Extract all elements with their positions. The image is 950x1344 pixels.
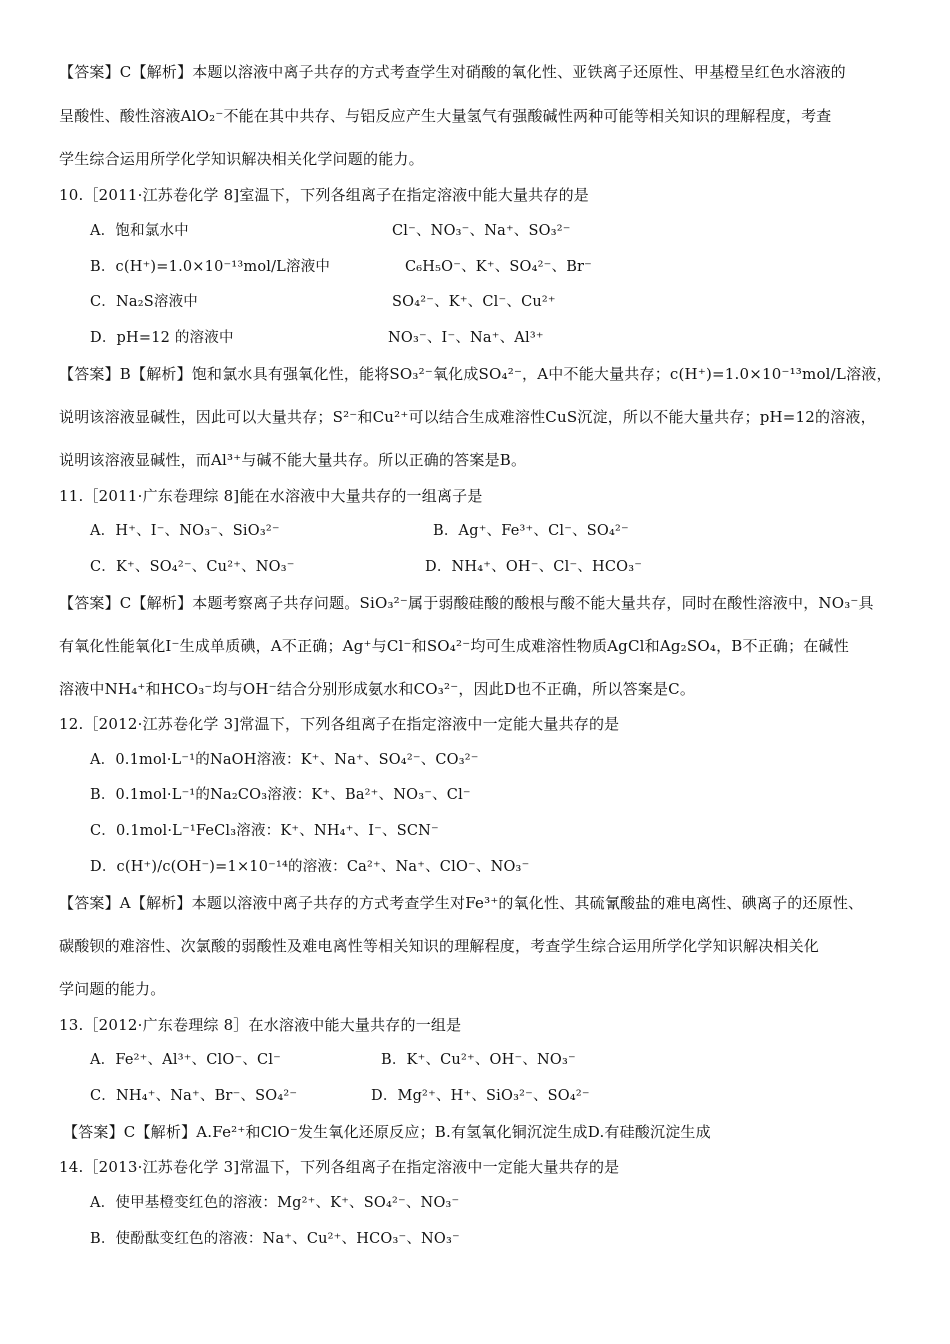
question-11: 11.［2011·广东卷理综 8]能在水溶液中大量共存的一组离子是 — [59, 487, 483, 505]
q10-option-d-label: D．pH=12 的溶液中 — [90, 330, 234, 346]
answer-11-line-3: 溶液中NH₄⁺和HCO₃⁻均与OH⁻结合分别形成氨水和CO₃²⁻，因此D也不正确，所以答案是C。 — [59, 680, 696, 698]
q10-option-c-ions: SO₄²⁻、K⁺、Cl⁻、Cu²⁺ — [392, 294, 556, 310]
q11-option-d: D．NH₄⁺、OH⁻、Cl⁻、HCO₃⁻ — [425, 559, 643, 575]
q14-option-b: B．使酚酞变红色的溶液：Na⁺、Cu²⁺、HCO₃⁻、NO₃⁻ — [90, 1231, 460, 1247]
q12-option-b: B．0.1mol·L⁻¹的Na₂CO₃溶液：K⁺、Ba²⁺、NO₃⁻、Cl⁻ — [90, 787, 471, 803]
q13-option-a: A．Fe²⁺、Al³⁺、ClO⁻、Cl⁻ — [90, 1052, 282, 1068]
question-13: 13.［2012·广东卷理综 8］在水溶液中能大量共存的一组是 — [59, 1016, 462, 1034]
answer-12-line-2: 碳酸钡的难溶性、次氯酸的弱酸性及难电离性等相关知识的理解程度，考查学生综合运用所学化学知识解决相关化 — [59, 937, 820, 955]
q10-option-b-ions: C₆H₅O⁻、K⁺、SO₄²⁻、Br⁻ — [405, 259, 593, 275]
q12-option-d: D．c(H⁺)/c(OH⁻)=1×10⁻¹⁴的溶液：Ca²⁺、Na⁺、ClO⁻、NO₃⁻ — [90, 859, 530, 875]
q13-option-b: B．K⁺、Cu²⁺、OH⁻、NO₃⁻ — [381, 1052, 576, 1068]
question-10: 10.［2011·江苏卷化学 8]室温下，下列各组离子在指定溶液中能大量共存的是 — [59, 186, 589, 204]
answer-10-line-1: 【答案】B【解析】饱和氯水具有强氧化性，能将SO₃²⁻氧化成SO₄²⁻，A中不能大量共存；c(H⁺)=1.0×10⁻¹³mol/L溶液， — [59, 365, 892, 383]
answer-9-line-2: 呈酸性、酸性溶液AlO₂⁻不能在其中共存、与铝反应产生大量氢气有强酸碱性两种可能等相关知识的理解程度，考查 — [59, 107, 832, 125]
q13-option-c: C．NH₄⁺、Na⁺、Br⁻、SO₄²⁻ — [90, 1088, 298, 1104]
q12-option-a: A．0.1mol·L⁻¹的NaOH溶液：K⁺、Na⁺、SO₄²⁻、CO₃²⁻ — [90, 752, 479, 768]
q11-option-c: C．K⁺、SO₄²⁻、Cu²⁺、NO₃⁻ — [90, 559, 295, 575]
answer-13: 【答案】C【解析】A.Fe²⁺和ClO⁻发生氧化还原反应；B.有氢氧化铜沉淀生成D.有硅酸沉淀生成 — [63, 1123, 711, 1141]
answer-9-line-1: 【答案】C【解析】本题以溶液中离子共存的方式考查学生对硝酸的氧化性、亚铁离子还原性、甲基橙呈红色水溶液的 — [59, 63, 846, 81]
q10-option-a-label: A．饱和氯水中 — [90, 223, 189, 239]
answer-10-line-3: 说明该溶液显碱性，而Al³⁺与碱不能大量共存。所以正确的答案是B。 — [59, 451, 527, 469]
answer-11-line-2: 有氧化性能氧化I⁻生成单质碘，A不正确；Ag⁺与Cl⁻和SO₄²⁻均可生成难溶性物质AgCl和Ag₂SO₄，B不正确；在碱性 — [59, 637, 849, 655]
q12-option-c: C．0.1mol·L⁻¹FeCl₃溶液：K⁺、NH₄⁺、I⁻、SCN⁻ — [90, 823, 439, 839]
answer-12-line-1: 【答案】A【解析】本题以溶液中离子共存的方式考查学生对Fe³⁺的氧化性、其硫氰酸盐的难电离性、碘离子的还原性、 — [59, 894, 864, 912]
question-14: 14.［2013·江苏卷化学 3]常温下，下列各组离子在指定溶液中一定能大量共存的是 — [59, 1158, 620, 1176]
q13-option-d: D．Mg²⁺、H⁺、SiO₃²⁻、SO₄²⁻ — [371, 1088, 590, 1104]
q11-option-b: B．Ag⁺、Fe³⁺、Cl⁻、SO₄²⁻ — [433, 523, 629, 539]
answer-12-line-3: 学问题的能力。 — [59, 980, 166, 998]
q11-option-a: A．H⁺、I⁻、NO₃⁻、SiO₃²⁻ — [90, 523, 280, 539]
q14-option-a: A．使甲基橙变红色的溶液：Mg²⁺、K⁺、SO₄²⁻、NO₃⁻ — [90, 1195, 460, 1211]
q10-option-c-label: C．Na₂S溶液中 — [90, 294, 198, 310]
answer-9-line-3: 学生综合运用所学化学知识解决相关化学问题的能力。 — [59, 150, 424, 168]
question-12: 12.［2012·江苏卷化学 3]常温下，下列各组离子在指定溶液中一定能大量共存的是 — [59, 715, 620, 733]
answer-10-line-2: 说明该溶液显碱性，因此可以大量共存；S²⁻和Cu²⁺可以结合生成难溶性CuS沉淀，所以不能大量共存；pH=12的溶液， — [59, 408, 876, 426]
q10-option-a-ions: Cl⁻、NO₃⁻、Na⁺、SO₃²⁻ — [392, 223, 571, 239]
q10-option-d-ions: NO₃⁻、I⁻、Na⁺、Al³⁺ — [388, 330, 544, 346]
q10-option-b-label: B．c(H⁺)=1.0×10⁻¹³mol/L溶液中 — [90, 259, 331, 275]
answer-11-line-1: 【答案】C【解析】本题考察离子共存问题。SiO₃²⁻属于弱酸硅酸的酸根与酸不能大量共存，同时在酸性溶液中，NO₃⁻具 — [59, 594, 874, 612]
